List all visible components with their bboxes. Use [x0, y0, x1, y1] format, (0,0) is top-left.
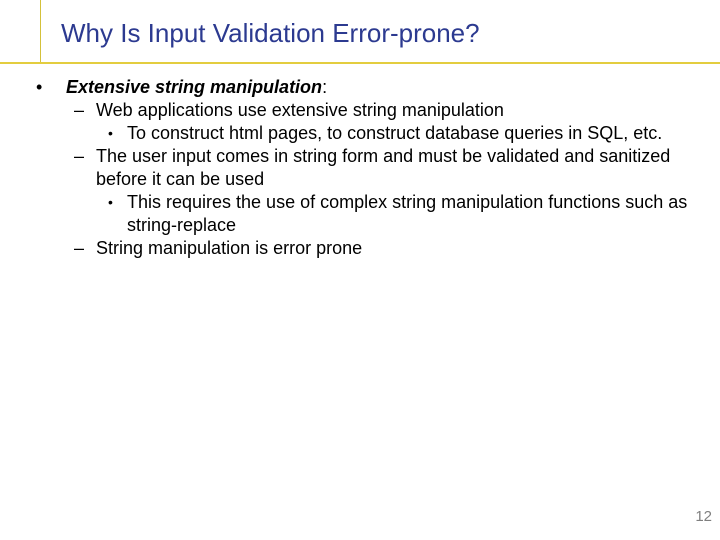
- bullet-suffix: :: [322, 77, 328, 97]
- bullet-item: [0, 76, 720, 99]
- dash-marker: –: [74, 100, 85, 120]
- sub-bullet-item: [0, 237, 720, 260]
- bullet-marker: •: [108, 125, 113, 141]
- dash-marker: –: [74, 146, 85, 166]
- bullet-text: [66, 76, 720, 99]
- title-divider: [0, 62, 720, 64]
- slide-title: Why Is Input Validation Error-prone?: [61, 18, 480, 48]
- dash-marker: –: [74, 238, 85, 258]
- bullet-marker: •: [36, 77, 43, 97]
- page-number: 12: [695, 508, 712, 525]
- title-accent-line: [40, 0, 41, 62]
- sub-sub-bullet-text: This requires the use of complex string manipulation functions such as string-replace: [127, 192, 688, 235]
- sub-sub-bullet-text: To construct html pages, to construct database queries in SQL, etc.: [127, 123, 663, 143]
- sub-bullet-item: [0, 99, 720, 122]
- sub-sub-bullet-item: [0, 122, 720, 145]
- bullet-marker: •: [108, 194, 113, 210]
- sub-bullet-item: [0, 145, 720, 191]
- sub-sub-bullet-item: [0, 191, 720, 237]
- sub-bullet-text: Web applications use extensive string manipulation: [96, 100, 504, 120]
- sub-bullet-text: The user input comes in string form and must be validated and sanitized before it can be used: [96, 146, 671, 189]
- slide-body: [0, 76, 720, 260]
- bullet-emphasis: Extensive string manipulation: [66, 77, 323, 97]
- sub-bullet-text: String manipulation is error prone: [96, 238, 363, 258]
